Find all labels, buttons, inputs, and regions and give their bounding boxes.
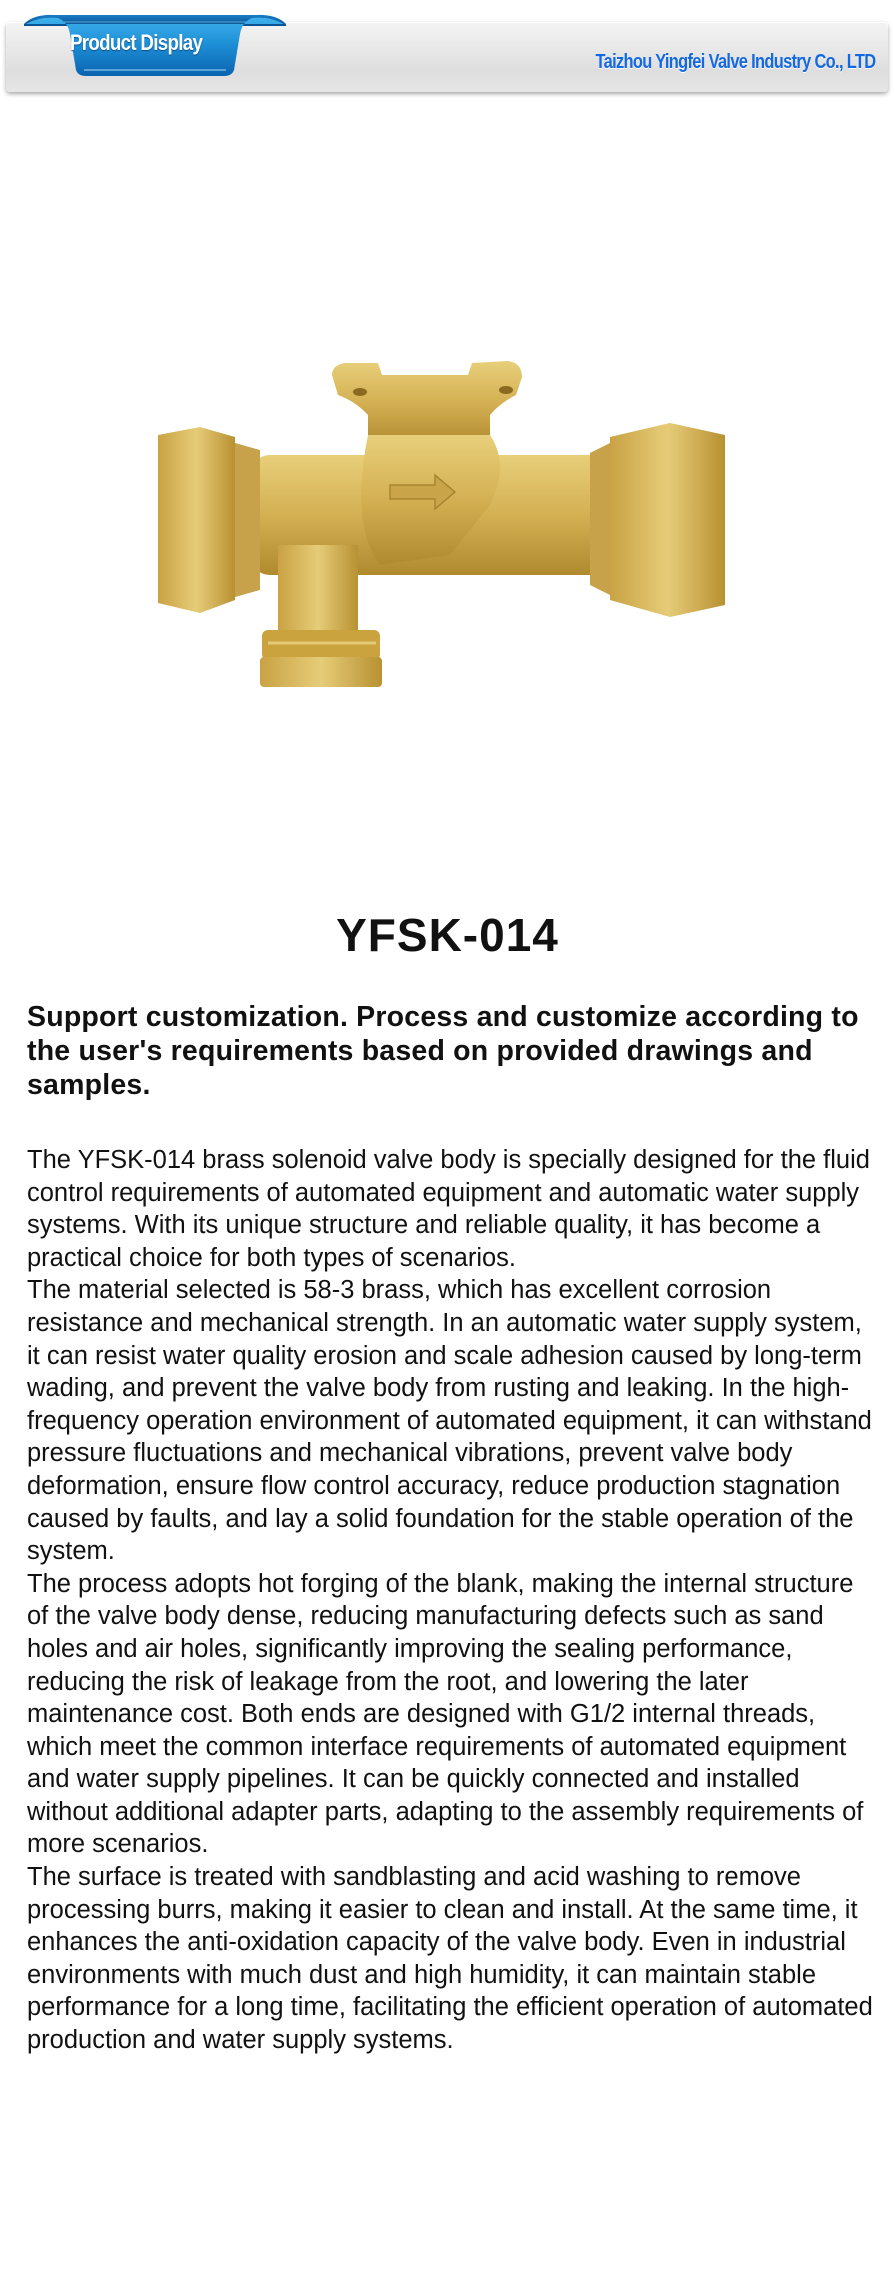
company-name: Taizhou Yingfei Valve Industry Co., LTD bbox=[595, 51, 875, 73]
product-description bbox=[27, 1144, 877, 2057]
description-paragraph: The YFSK-014 brass solenoid valve body is specially designed for the fluid control requirements of automated equipment and automatic water supply systems. With its unique structure and reliable quality, it has become a practical choice for both types of scenarios. bbox=[27, 1146, 870, 1272]
product-display-label: Product Display bbox=[70, 30, 203, 55]
description-paragraph: The process adopts hot forging of the blank, making the internal structure of the valve body dense, reducing manufacturing defects such as sand holes and air holes, significantly improving the sealing performance, reducing the risk of leakage from the root, and lowering the later maintenance cost. Both ends are designed with G1/2 internal threads, which meet the common interface requirements of automated equipment and water supply pipelines. It can be quickly connected and installed without additional adapter parts, adapting to the assembly requirements of more scenarios. bbox=[27, 1569, 864, 1859]
description-paragraph: The surface is treated with sandblasting and acid washing to remove processing burrs, making it easier to clean and install. At the same time, it enhances the anti-oxidation capacity of the valve body. Even in industrial environments with much dust and high humidity, it can maintain stable performance for a long time, facilitating the efficient operation of automated production and water supply systems. bbox=[27, 1863, 873, 2055]
description-paragraph: The material selected is 58-3 brass, which has excellent corrosion resistance and mechanical strength. In an automatic water supply system, it can resist water quality erosion and scale adhesion caused by long-term wading, and prevent the valve body from rusting and leaking. In the high-frequency operation environment of automated equipment, it can withstand pressure fluctuations and mechanical vibrations, prevent valve body deformation, ensure flow control accuracy, reduce production stagnation caused by faults, and lay a solid foundation for the stable operation of the system. bbox=[27, 1276, 872, 1566]
brass-valve-image bbox=[150, 345, 735, 695]
customization-headline: Support customization. Process and customize according to the user's requirements based on provided drawings and samples. bbox=[27, 1001, 859, 1101]
product-model: YFSK-014 bbox=[336, 909, 559, 961]
